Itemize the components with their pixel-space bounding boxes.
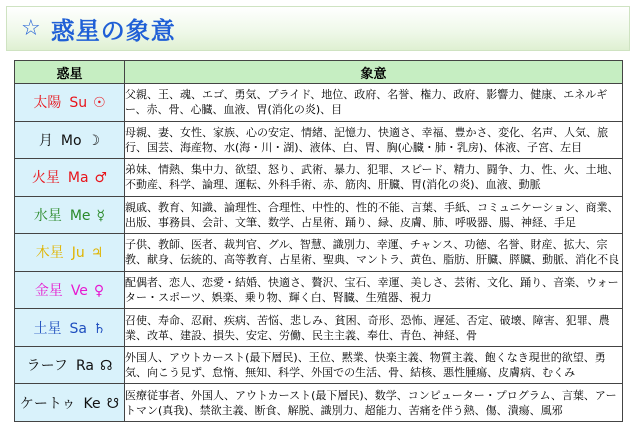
planet-cell <box>15 159 125 197</box>
table-row <box>15 271 623 309</box>
page-title: 惑星の象意 <box>50 17 176 45</box>
planet-name: 太陽 <box>33 95 62 112</box>
table-row <box>15 159 623 197</box>
planet-meaning-table <box>14 60 623 422</box>
table-header-row <box>15 61 623 84</box>
planet-meaning: 外国人、アウトカースト(最下層民)、王位、黙業、快楽主義、物質主義、飽くなき現世的欲望、勇気、向こう見ず、怠惰、無知、科学、外国での生活、骨、結核、悪性腫瘍、皮膚病、むくみ <box>125 346 623 384</box>
table-row <box>15 121 623 159</box>
planet-symbol-icon: ♄ <box>92 320 106 337</box>
table-row <box>15 309 623 347</box>
planet-abbr: Su <box>69 95 88 112</box>
planet-cell <box>15 84 125 122</box>
table-row <box>15 234 623 272</box>
planet-abbr: Ke <box>83 395 101 412</box>
planet-meaning: 子供、教師、医者、裁判官、グル、智慧、識別力、幸運、チャンス、功徳、名誉、財産、拡大、宗教、献身、伝統的、高等教育、占星術、聖典、マントラ、黄色、脂肪、肝臓、膵臓、動脈、消化不良 <box>125 234 623 272</box>
planet-cell <box>15 196 125 234</box>
header-planet: 惑星 <box>15 61 125 84</box>
table-row <box>15 346 623 384</box>
planet-abbr: Ve <box>70 283 88 299</box>
star-icon: ☆ <box>21 16 41 41</box>
planet-abbr: Sa <box>69 320 87 337</box>
planet-cell <box>15 384 125 422</box>
planet-meaning: 医療従事者、外国人、アウトカースト(最下層民)、数学、コンピューター・プログラム、言葉、アートマン(真我)、禁欲主義、断食、解脱、識別力、超能力、苦痛を伴う熱、傷、潰瘍、風邪 <box>125 384 623 422</box>
planet-symbol-icon: ☉ <box>93 95 106 112</box>
table-row <box>15 196 623 234</box>
planet-symbol-icon: ♀ <box>93 283 105 299</box>
table-row <box>15 384 623 422</box>
planet-meaning: 母親、妻、女性、家族、心の安定、情緒、記憶力、快適さ、幸福、豊かさ、変化、名声、人気、旅行、国芸、海産物、水(海・川・湖)、液体、白、胃、胸(心臓・肺・乳房)、体液、子宮、左目 <box>125 121 623 159</box>
planet-meaning: 父親、王、魂、エゴ、勇気、プライド、地位、政府、名誉、権力、政府、影響力、健康、エネルギー、赤、骨、心臓、血液、胃(消化の炎)、目 <box>125 84 623 122</box>
planet-cell <box>15 271 125 309</box>
planet-cell <box>15 346 125 384</box>
planet-name: 金星 <box>34 283 63 299</box>
planet-symbol-icon: ♃ <box>90 245 104 262</box>
planet-symbol-icon: ☊ <box>99 358 113 375</box>
planet-name: 月 <box>38 132 53 149</box>
planet-meaning: 召使、寿命、忍耐、疾病、苦悩、悲しみ、貧困、奇形、恐怖、遅延、否定、破壊、障害、犯罪、農業、改革、建設、損失、安定、労働、民主主義、奉仕、青色、神経、骨 <box>125 309 623 347</box>
title-bar <box>6 6 630 51</box>
planet-abbr: Me <box>69 207 91 224</box>
planet-name: ラーフ <box>26 358 68 375</box>
planet-name: 火星 <box>31 170 60 187</box>
header-meaning: 象意 <box>125 61 623 84</box>
planet-name: 木星 <box>35 245 64 262</box>
planet-name: 水星 <box>33 207 62 224</box>
planet-abbr: Ju <box>71 245 85 262</box>
planet-cell <box>15 234 125 272</box>
planet-meaning: 親戚、教育、知識、論理性、合理性、中性的、性的不能、言葉、手紙、コミュニケーション、商業、出版、事務員、会計、文筆、数学、占星術、踊り、緑、皮膚、肺、呼吸器、腸、神経、手足 <box>125 196 623 234</box>
planet-abbr: Ra <box>75 358 94 375</box>
planet-cell <box>15 309 125 347</box>
planet-meaning: 配偶者、恋人、恋愛・結婚、快適さ、贅沢、宝石、幸運、美しさ、芸術、文化、踊り、音楽、ウォーター・スポーツ、娯楽、乗り物、輝く白、腎臓、生殖器、視力 <box>125 271 623 309</box>
planet-abbr: Mo <box>60 132 82 149</box>
planet-symbol-icon: ☽ <box>87 132 101 149</box>
planet-name: 土星 <box>33 320 62 337</box>
planet-cell <box>15 121 125 159</box>
table-row <box>15 84 623 122</box>
planet-name: ケートゥ <box>19 395 76 412</box>
planet-symbol-icon: ☋ <box>106 395 120 412</box>
planet-symbol-icon: ♂ <box>94 170 108 187</box>
planet-meaning: 弟妹、情熱、集中力、欲望、怒り、武術、暴力、犯罪、スピード、精力、闘争、力、性、火、土地、不動産、科学、論理、運転、外科手術、赤、筋肉、肝臓、胃(消化の炎)、血液、動脈 <box>125 159 623 197</box>
planet-symbol-icon: ☿ <box>96 207 106 224</box>
planet-abbr: Ma <box>67 170 89 187</box>
